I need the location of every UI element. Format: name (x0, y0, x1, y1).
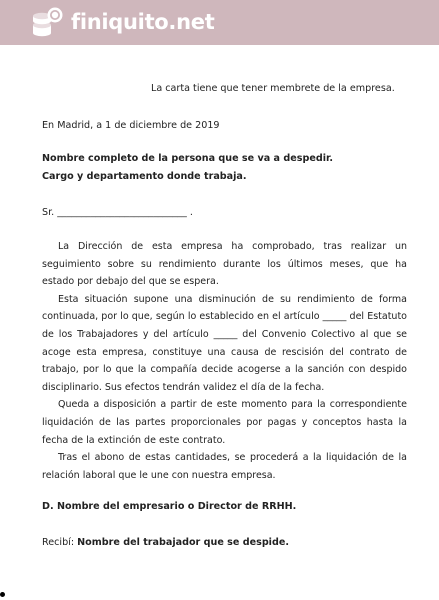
site-header (0, 0, 439, 45)
logo-text: finiquito.net (71, 10, 215, 34)
recipient-role: Cargo y departamento donde trabaja. (42, 171, 247, 182)
received-name: Nombre del trabajador que se despide. (77, 537, 289, 548)
letterhead-note: La carta tiene que tener membrete de la empresa. (151, 83, 395, 94)
recipient-name: Nombre completo de la persona que se va a despedir. (42, 153, 333, 164)
received-label: Recibí: (42, 537, 75, 548)
corner-mark (0, 592, 5, 597)
paragraph: La Dirección de esta empresa ha comprobado, tras realizar un seguimiento sobre su rendimiento durante los últimos meses, que ha estado por debajo del que se espera. (42, 241, 407, 288)
date-line: En Madrid, a 1 de diciembre de 2019 (42, 120, 220, 131)
coins-icon (31, 7, 65, 37)
site-logo[interactable] (31, 6, 214, 38)
paragraph: Queda a disposición a partir de este momento para la correspondiente liquidación de las partes proporcionales por pagas y conceptos hasta la fecha de la extinción de este contrato. (42, 399, 407, 446)
salutation: Sr. ___________________________ . (42, 207, 193, 218)
received-line (42, 534, 289, 552)
paragraph: Esta situación supone una disminución de su rendimiento de forma continuada, por lo que, según lo establecido en el artículo _____ del Estatuto de los Trabajadores y del artículo _____ del Convenio Colectivo al que se acoge esta empresa, constituye una causa de rescisión del contrato de trabajo, por lo que la compañía decide acogerse a la sanción con despido disciplinario. Sus efectos tendrán validez el día de la fecha. (42, 293, 407, 393)
paragraph: Tras el abono de estas cantidades, se procederá a la liquidación de la relación laboral que le une con nuestra empresa. (42, 452, 407, 481)
employer-signature: D. Nombre del empresario o Director de RRHH. (42, 501, 297, 512)
letter-body (42, 238, 407, 484)
